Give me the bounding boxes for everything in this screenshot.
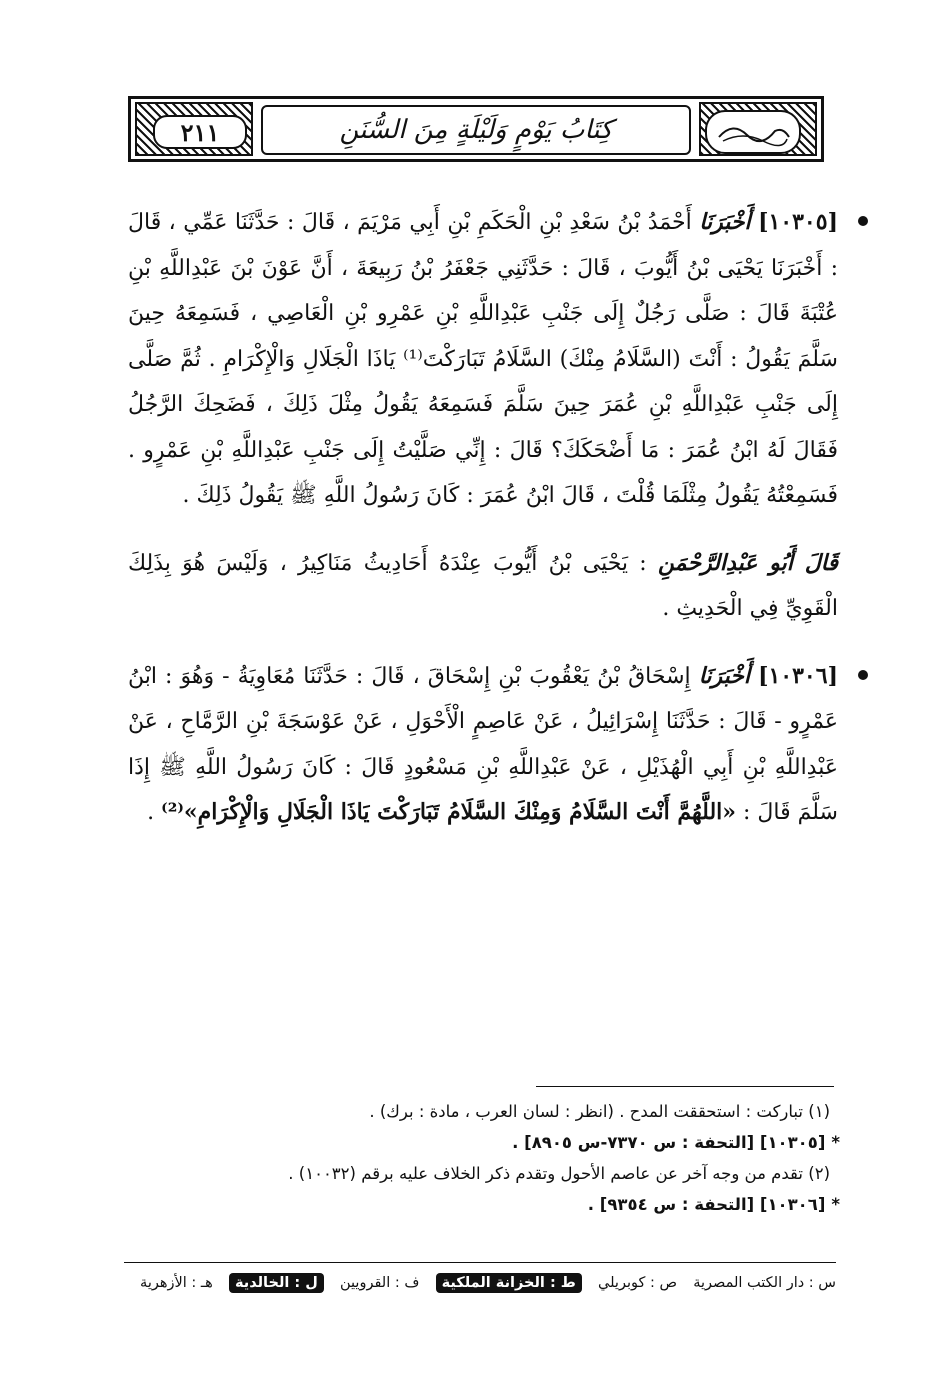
narration-verb: أَخْبَرَنَا bbox=[699, 209, 751, 235]
hadith-end: . bbox=[147, 800, 162, 825]
hadith-paragraph-2 bbox=[128, 654, 838, 836]
ornament-right bbox=[699, 102, 817, 156]
sigla-item-highlighted: ط : الخزانة الملكية bbox=[436, 1273, 582, 1293]
prophetic-quote: «اللَّهُمَّ أَنْتَ السَّلَامُ وَمِنْكَ السَّلَامُ تَبَارَكْتَ يَاذَا الْجَلَالِ وَالْإِكْرَامِ»⁽²⁾ bbox=[161, 799, 737, 825]
hadith-paragraph-1 bbox=[128, 200, 838, 519]
hadith-text: إِسْحَاقُ بْنُ يَعْقُوبَ بْنِ إِسْحَاقَ ، قَالَ : حَدَّثَنَا مُعَاوِيَةُ - وَهُوَ : ابْنُ عَمْرٍو - قَالَ : حَدَّثَنَا إِسْرَائِيلُ ، عَنْ عَاصِمٍ الْأَحْوَلِ ، عَنْ عَوْسَجَةَ بْنِ الرَّمَّاحِ ، عَنْ عَبْدِاللَّهِ بْنِ أَبِي الْهُذَيْلِ ، عَنْ عَبْدِاللَّهِ بْنِ مَسْعُودٍ قَالَ : كَانَ رَسُولُ اللَّهِ ﷺ إِذَا سَلَّمَ قَالَ : bbox=[128, 663, 838, 825]
ornament-left bbox=[135, 102, 253, 156]
narration-verb: أَخْبَرَنَا bbox=[698, 662, 751, 689]
footnote-reference-2 bbox=[128, 1189, 840, 1220]
page-number: ٢١١ bbox=[153, 115, 247, 149]
comment-paragraph bbox=[128, 541, 838, 632]
manuscript-sigla bbox=[140, 1266, 836, 1300]
book-title: كِتَابُ يَوْمٍ وَلَيْلَةٍ مِنَ السُّنَنِ bbox=[261, 105, 691, 155]
main-text bbox=[128, 200, 838, 858]
logo-seal-icon bbox=[705, 110, 801, 154]
sigla-item: ص : كوبريلي bbox=[598, 1275, 678, 1291]
sigla-item: هـ : الأزهرية bbox=[140, 1275, 213, 1291]
footnote-2: (٢) تقدم من وجه آخر عن عاصم الأحول وتقدم ذكر الخلاف عليه برقم (١٠٠٣٢) . bbox=[288, 1164, 830, 1183]
bullet-icon bbox=[858, 216, 868, 226]
footnote-divider bbox=[536, 1086, 834, 1087]
hadith-number: [١٠٣٠٦] bbox=[758, 662, 838, 689]
bullet-icon bbox=[858, 670, 868, 680]
sigla-divider bbox=[124, 1262, 836, 1263]
footnote-reference-1 bbox=[128, 1127, 840, 1158]
calligraphy-logo-icon bbox=[713, 117, 793, 147]
star-icon: * bbox=[831, 1195, 840, 1214]
footnotes bbox=[128, 1096, 840, 1220]
comment-text: : يَحْيَى بْنُ أَيُّوبَ عِنْدَهُ أَحَادِيثُ مَنَاكِيرُ ، وَلَيْسَ هُوَ بِذَلِكَ الْقَوِيِّ فِي الْحَدِيثِ . bbox=[128, 550, 838, 621]
sigla-item: س : دار الكتب المصرية bbox=[693, 1275, 836, 1291]
footnote-reference-text: [١٠٣٠٥] [التحفة : س ٧٣٧٠-س ٨٩٠٥] . bbox=[512, 1133, 826, 1152]
commentator: قَالَ أَبُو عَبْدِالرَّحْمَنِ bbox=[658, 549, 839, 576]
footnote-1: (١) تباركت : استحققت المدح . (انظر : لسان العرب ، مادة : برك) . bbox=[369, 1102, 830, 1121]
footnote-reference-text: [١٠٣٠٦] [التحفة : س ٩٣٥٤] . bbox=[587, 1195, 826, 1214]
hadith-number: [١٠٣٠٥] bbox=[758, 209, 838, 235]
page-header bbox=[128, 96, 824, 162]
sigla-item-highlighted: ل : الخالدية bbox=[229, 1273, 324, 1293]
hadith-text: أَحْمَدُ بْنُ سَعْدِ بْنِ الْحَكَمِ بْنِ أَبِي مَرْيَمَ ، قَالَ : حَدَّثَنَا عَمِّي ، قَالَ : أَخْبَرَنَا يَحْيَى بْنُ أَيُّوبَ ، قَالَ : حَدَّثَنِي جَعْفَرُ بْنُ رَبِيعَةَ ، أَنَّ عَوْنَ بْنَ عَبْدِاللَّهِ بْنِ عُتْبَةَ قَالَ : صَلَّى رَجُلٌ إِلَى جَنْبِ عَبْدِاللَّهِ بْنِ عَمْرِو بْنِ الْعَاصِي ، فَسَمِعَهُ حِينَ سَلَّمَ يَقُولُ : أَنْتَ (السَّلَامُ مِنْكَ) السَّلَامُ تَبَارَكْتَ⁽¹⁾ يَاذَا الْجَلَالِ وَالْإِكْرَامِ . ثُمَّ صَلَّى إِلَى جَنْبِ عَبْدِاللَّهِ بْنِ عُمَرَ حِينَ سَلَّمَ فَسَمِعَهُ يَقُولُ مِثْلَ ذَلِكَ ، فَضَحِكَ الرَّجُلُ فَقَالَ لَهُ ابْنُ عُمَرَ : مَا أَضْحَكَكَ؟ قَالَ : إِنِّي صَلَّيْتُ إِلَى جَنْبِ عَبْدِاللَّهِ بْنِ عَمْرٍو . فَسَمِعْتُهُ يَقُولُ مِثْلَمَا قُلْتَ ، قَالَ ابْنُ عُمَرَ : كَانَ رَسُولُ اللَّهِ ﷺ يَقُولُ ذَلِكَ . bbox=[128, 210, 838, 508]
star-icon: * bbox=[831, 1133, 840, 1152]
sigla-item: ف : القرويين bbox=[340, 1275, 420, 1291]
